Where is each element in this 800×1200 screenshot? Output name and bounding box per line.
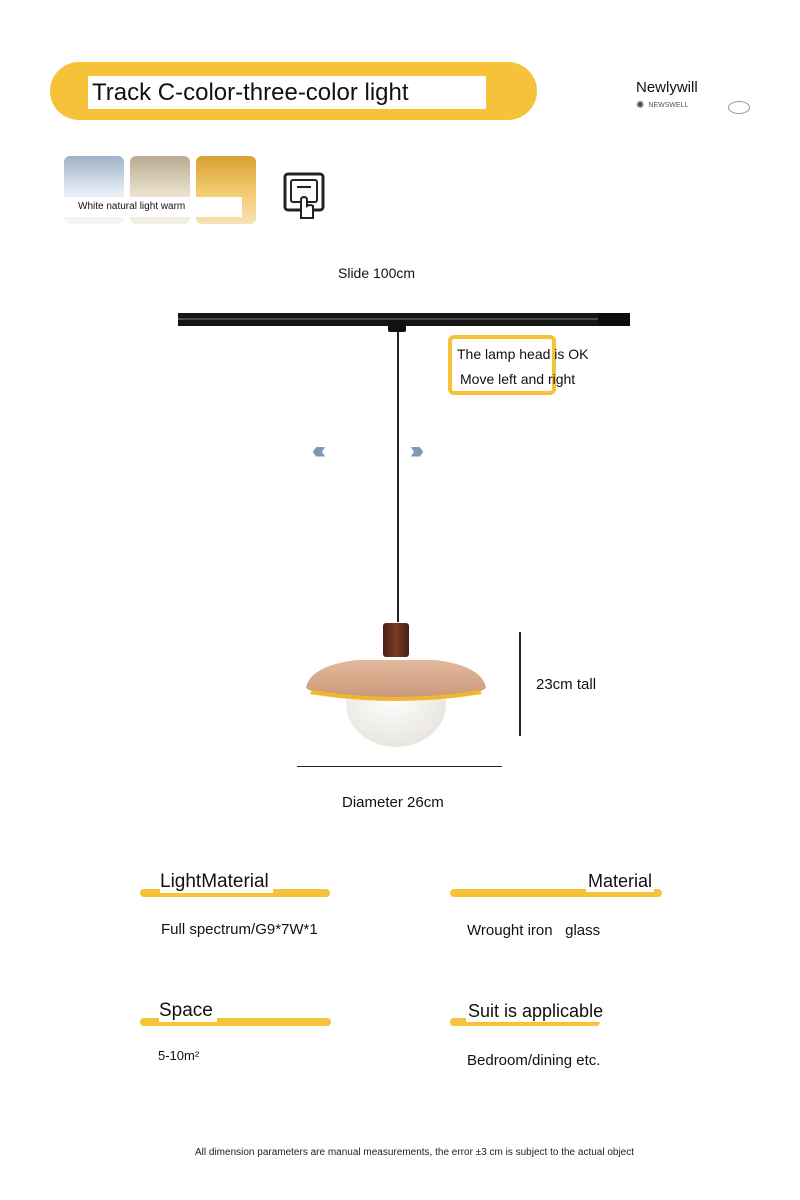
spec-title-light: LightMaterial bbox=[160, 871, 273, 893]
sun-icon: ✺ bbox=[636, 100, 645, 111]
pendant-lamp bbox=[296, 618, 496, 748]
spec-value-suit: Bedroom/dining etc. bbox=[467, 1052, 601, 1069]
lamp-outline-icon bbox=[728, 101, 750, 114]
page-title: Track C-color-three-color light bbox=[88, 76, 486, 109]
track-adapter bbox=[388, 320, 406, 332]
diameter-dimension-line bbox=[297, 766, 502, 767]
diameter-label: Diameter 26cm bbox=[342, 794, 444, 811]
brand-subtitle bbox=[636, 100, 688, 111]
spec-title-space: Space bbox=[159, 1000, 217, 1022]
height-label: 23cm tall bbox=[536, 676, 597, 693]
brand-sub-text: NEWSWELL bbox=[648, 102, 689, 109]
spec-value-material: Wrought iron glass bbox=[467, 922, 601, 939]
slide-label: Slide 100cm bbox=[338, 265, 416, 281]
pendant-cable bbox=[397, 332, 399, 622]
color-options-label: White natural light warm bbox=[64, 197, 242, 217]
track-end-cap bbox=[598, 313, 630, 326]
footer-note: All dimension parameters are manual measurements, the error ±3 cm is subject to the actual object bbox=[195, 1147, 635, 1158]
height-dimension-line bbox=[519, 632, 521, 736]
spec-title-suit: Suit is applicable bbox=[468, 1001, 604, 1021]
spec-value-light: Full spectrum/G9*7W*1 bbox=[161, 921, 318, 938]
callout-line-1: The lamp head is OK bbox=[457, 346, 589, 362]
spec-value-space: 5-10m² bbox=[158, 1048, 200, 1063]
chevrons-right-icon: ›››› bbox=[410, 437, 418, 464]
wall-switch-icon bbox=[283, 172, 325, 220]
chevrons-left-icon: ‹‹‹‹ bbox=[312, 437, 320, 464]
brand-name: Newlywill bbox=[636, 79, 698, 96]
spec-title-material: Material bbox=[588, 871, 653, 891]
callout-line-2: Move left and right bbox=[460, 371, 576, 387]
